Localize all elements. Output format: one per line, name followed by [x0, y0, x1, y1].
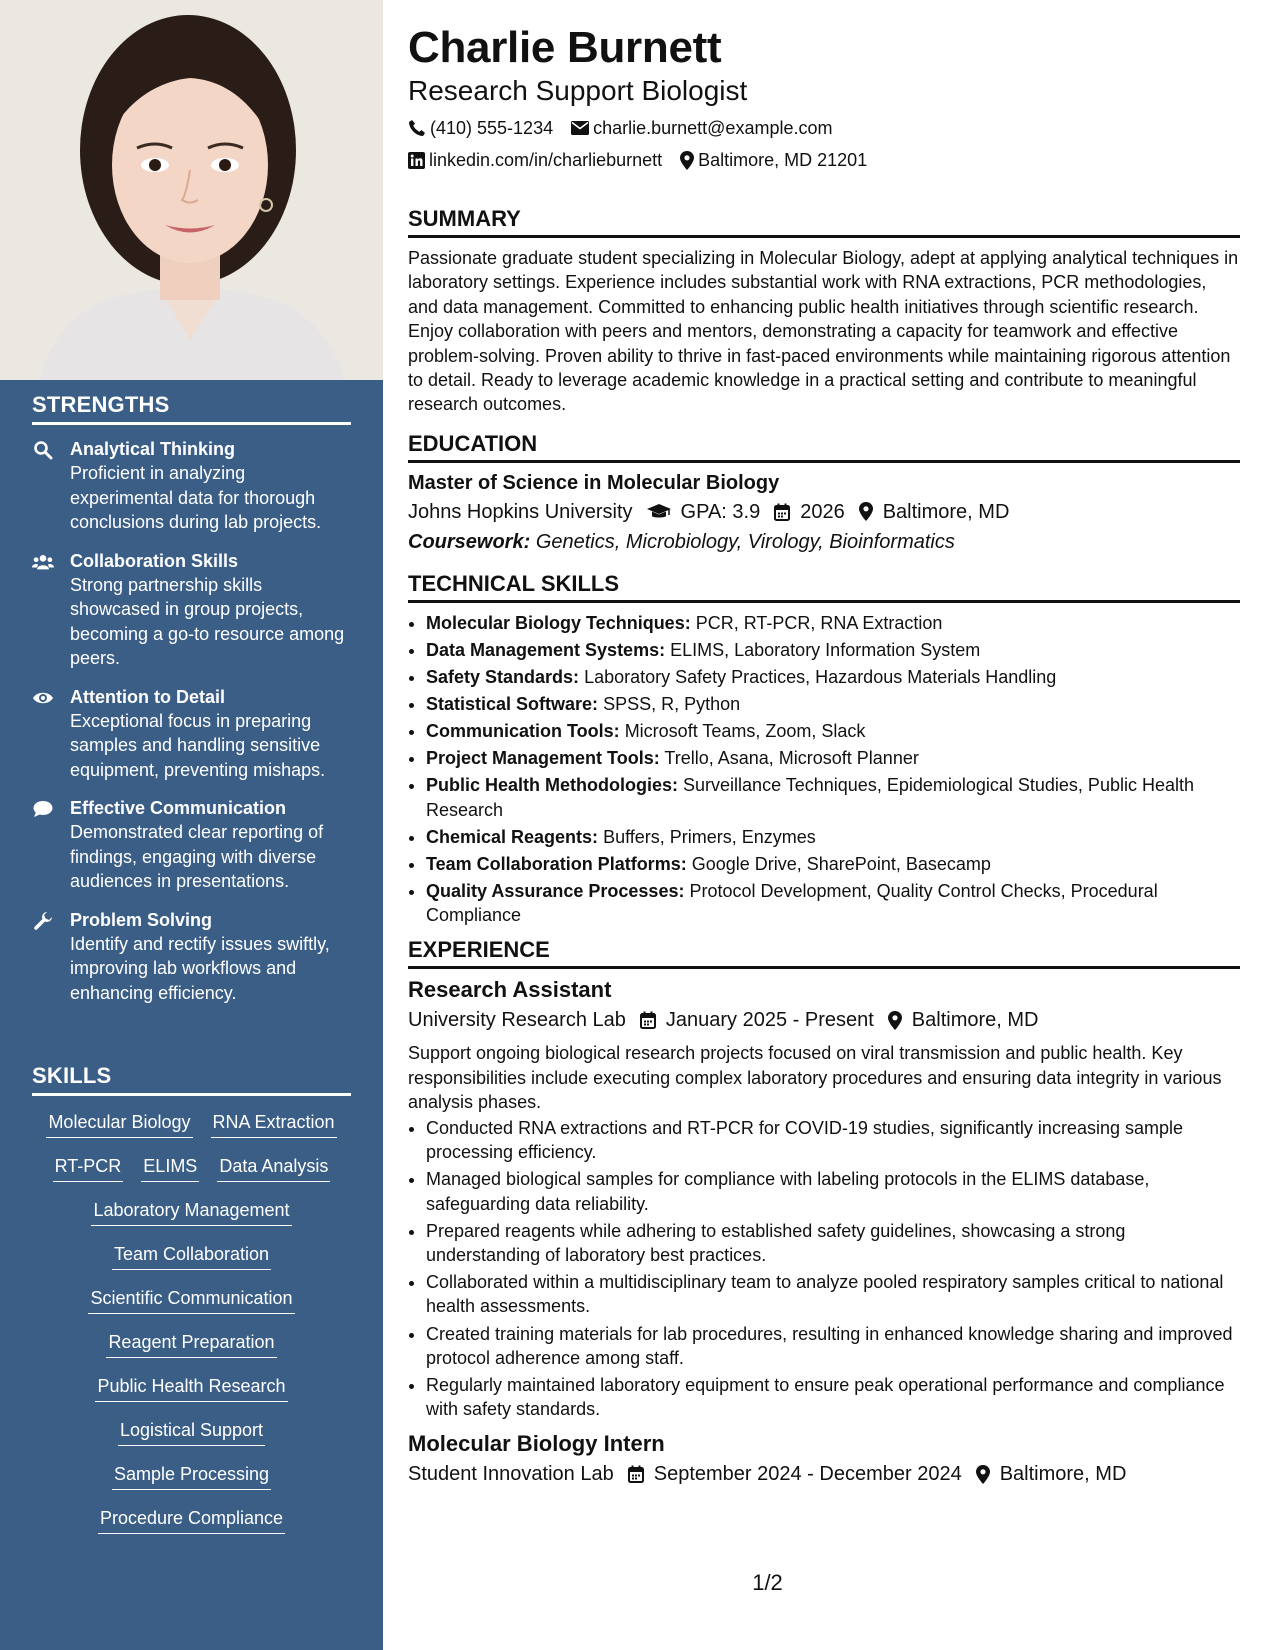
skill-tag: RNA Extraction [211, 1110, 337, 1138]
strengths-heading: STRENGTHS [32, 392, 351, 425]
users-icon [32, 551, 54, 573]
main-content [408, 22, 1240, 1489]
phone-icon [408, 119, 426, 137]
skill-tag: ELIMS [141, 1154, 199, 1182]
list-item: • Regularly maintained laboratory equipment to ensure peak operational performance and compliance with safety standards. [426, 1373, 1240, 1421]
skill-tag: RT-PCR [53, 1154, 124, 1182]
email-text: charlie.burnett@example.com [593, 118, 833, 138]
wrench-icon [32, 910, 54, 932]
job-description: Support ongoing biological research projects focused on viral transmission and public health. Key responsibilities include executing complex laboratory procedures and ensuring data integrity in various analysis phases. [408, 1043, 1222, 1112]
job-location [888, 1005, 1039, 1035]
coursework [408, 527, 1240, 557]
degree-title: Master of Science in Molecular Biology [408, 471, 780, 494]
candidate-name: Charlie Burnett [408, 23, 722, 72]
job-org [408, 1005, 626, 1035]
summary-section [408, 206, 1240, 417]
job-meta [408, 1005, 1240, 1035]
summary-text: Passionate graduate student specializing in Molecular Biology, adept at applying analytical techniques in laboratory settings. Experience includes substantial work with RNA extractions, PCR methodologies, and data management. Committed to enhancing public health initiatives through scientific research. Enjoy collaboration with peers and mentors, demonstrating a capacity for teamwork and effective problem-solving. Proven ability to thrive in fast-paced environments while maintaining rigorous attention to detail. Ready to leverage academic knowledge in a practical setting and contribute to meaningful research outcomes. [408, 248, 1239, 415]
graduation-year [774, 497, 845, 527]
list-item: • Prepared reagents while adhering to established safety guidelines, showcasing a strong understanding of laboratory best practices. [426, 1219, 1240, 1267]
page-number-text: 1/2 [752, 1570, 783, 1595]
job-dates [640, 1005, 874, 1035]
linkedin-icon [408, 152, 425, 169]
skill-label: Chemical Reagents: [426, 826, 599, 847]
list-item [426, 665, 1240, 689]
year-text: 2026 [800, 500, 845, 523]
skill-value: SPSS, R, Python [603, 694, 741, 715]
strengths-section [32, 392, 351, 1019]
skill-value: Trello, Asana, Microsoft Planner [664, 748, 919, 769]
linkedin-text: linkedin.com/in/charlieburnett [429, 150, 663, 170]
skill-label: Team Collaboration Platforms: [426, 853, 687, 874]
coursework-list: Genetics, Microbiology, Virology, Bioinformatics [535, 530, 955, 553]
skill-tag: Procedure Compliance [98, 1506, 285, 1534]
envelope-icon [571, 121, 589, 135]
contact-row [408, 144, 1240, 176]
strength-title: Analytical Thinking [70, 439, 236, 459]
calendar-icon [628, 1465, 644, 1483]
job-dates [628, 1459, 962, 1489]
technical-skills-list [408, 611, 1240, 927]
job-title: Research Assistant [408, 977, 612, 1003]
location-text: Baltimore, MD [999, 1463, 1127, 1486]
skill-tag: Team Collaboration [112, 1242, 271, 1270]
school-name [408, 497, 633, 527]
skill-value: PCR, RT-PCR, RNA Extraction [695, 612, 943, 633]
sidebar [0, 0, 383, 1650]
skill-label: Molecular Biology Techniques: [426, 612, 691, 633]
strength-item [32, 437, 351, 535]
skill-tag: Sample Processing [112, 1462, 271, 1490]
contact-row [408, 112, 1240, 144]
map-pin-icon [888, 1011, 902, 1030]
education-location [859, 497, 1010, 527]
dates-text: January 2025 - Present [665, 1009, 874, 1032]
strength-desc: Demonstrated clear reporting of findings, engaging with diverse audiences in presentations. [70, 822, 324, 891]
skills-tags [32, 1110, 351, 1550]
strength-desc: Identify and rectify issues swiftly, improving lab workflows and enhancing efficiency. [70, 933, 330, 1003]
skill-value: Protocol Development, Quality Control Checks, Procedural Compliance [426, 880, 1158, 926]
job-location [976, 1459, 1127, 1489]
skill-value: Buffers, Primers, Enzymes [603, 826, 816, 847]
list-item: • Created training materials for lab procedures, resulting in enhanced knowledge sharing and improved protocol adherence among staff. [426, 1322, 1240, 1370]
strength-item [32, 549, 351, 671]
job-org [408, 1459, 614, 1489]
education-section [408, 431, 1240, 557]
list-item: • Managed biological samples for compliance with labeling protocols in the ELIMS database, safeguarding data reliability. [426, 1167, 1240, 1215]
strength-item [32, 685, 351, 783]
list-item [426, 719, 1240, 743]
calendar-icon [640, 1011, 656, 1029]
skill-label: Communication Tools: [426, 721, 620, 742]
skills-heading: SKILLS [32, 1063, 351, 1096]
list-item: • Collaborated within a multidisciplinary team to analyze pooled respiratory samples critical to national health assessments. [426, 1270, 1240, 1318]
job-bullets [408, 1116, 1240, 1421]
strength-item [32, 908, 351, 1006]
skill-value: Surveillance Techniques, Epidemiological Studies, Public Health Research [426, 775, 1194, 820]
skill-tag: Data Analysis [217, 1154, 330, 1182]
skill-tag: Molecular Biology [46, 1110, 192, 1138]
calendar-icon [774, 503, 790, 521]
skill-tag: Reagent Preparation [106, 1330, 276, 1358]
list-item [426, 611, 1240, 635]
strength-title: Attention to Detail [70, 686, 225, 707]
job-title: Molecular Biology Intern [408, 1431, 665, 1457]
technical-skills-heading: TECHNICAL SKILLS [408, 571, 1240, 603]
map-pin-icon [976, 1465, 990, 1484]
skill-value: ELIMS, Laboratory Information System [670, 639, 981, 660]
skill-value: Microsoft Teams, Zoom, Slack [624, 721, 866, 742]
job-meta [408, 1459, 1240, 1489]
graduation-cap-icon [647, 504, 671, 520]
location-text: Baltimore, MD [911, 1009, 1039, 1032]
list-item [426, 825, 1240, 849]
list-item [426, 746, 1240, 770]
search-icon [32, 439, 54, 461]
contact-location [680, 144, 867, 176]
summary-heading: SUMMARY [408, 206, 1240, 238]
skill-label: Project Management Tools: [426, 748, 660, 769]
strength-title: Effective Communication [70, 798, 287, 818]
map-pin-icon [680, 151, 694, 170]
strength-desc: Exceptional focus in preparing samples and handling sensitive equipment, preventing mishaps. [70, 710, 326, 780]
contact-linkedin[interactable] [408, 144, 662, 176]
skill-label: Data Management Systems: [426, 639, 666, 660]
education-meta [408, 497, 1240, 527]
phone-text: (410) 555-1234 [430, 118, 554, 138]
contact-email[interactable] [571, 112, 832, 144]
list-item [426, 852, 1240, 876]
list-item [426, 638, 1240, 662]
strength-desc: Strong partnership skills showcased in group projects, becoming a go-to resource among peers. [70, 574, 345, 668]
contact-phone[interactable] [408, 112, 553, 144]
strength-title: Collaboration Skills [70, 550, 239, 571]
org-text: Student Innovation Lab [408, 1463, 614, 1486]
skill-tag: Laboratory Management [91, 1198, 291, 1226]
gpa-text: GPA: 3.9 [680, 500, 761, 523]
page-number [0, 1570, 1275, 1596]
skill-label: Public Health Methodologies: [426, 775, 679, 796]
skill-value: Laboratory Safety Practices, Hazardous Materials Handling [584, 667, 1057, 688]
school-text: Johns Hopkins University [408, 500, 633, 523]
experience-section [408, 937, 1240, 1489]
strength-desc: Proficient in analyzing experimental data for thorough conclusions during lab projects. [70, 463, 322, 532]
skill-value: Google Drive, SharePoint, Basecamp [691, 853, 991, 874]
skill-tag: Logistical Support [118, 1418, 265, 1446]
comment-icon [32, 798, 54, 820]
skill-label: Quality Assurance Processes: [426, 880, 685, 901]
list-item: • Conducted RNA extractions and RT-PCR for COVID-19 studies, significantly increasing sample processing efficiency. [426, 1116, 1240, 1164]
list-item [426, 692, 1240, 716]
coursework-label: Coursework: [408, 530, 531, 553]
eye-icon [32, 687, 54, 709]
skill-tag: Scientific Communication [88, 1286, 294, 1314]
list-item [426, 879, 1240, 927]
strength-item [32, 796, 351, 894]
list-item [426, 773, 1240, 821]
map-pin-icon [859, 502, 873, 521]
profile-photo [0, 0, 383, 380]
strength-title: Problem Solving [70, 909, 213, 930]
skill-label: Safety Standards: [426, 667, 580, 688]
location-text: Baltimore, MD 21201 [698, 150, 868, 170]
gpa [647, 497, 761, 527]
skills-section [32, 1063, 351, 1550]
education-heading: EDUCATION [408, 431, 1240, 463]
org-text: University Research Lab [408, 1009, 626, 1032]
candidate-role: Research Support Biologist [408, 75, 748, 106]
skill-label: Statistical Software: [426, 694, 599, 715]
skill-tag: Public Health Research [95, 1374, 287, 1402]
technical-skills-section [408, 571, 1240, 927]
dates-text: September 2024 - December 2024 [653, 1463, 962, 1486]
experience-heading: EXPERIENCE [408, 937, 1240, 969]
education-location-text: Baltimore, MD [882, 500, 1010, 523]
